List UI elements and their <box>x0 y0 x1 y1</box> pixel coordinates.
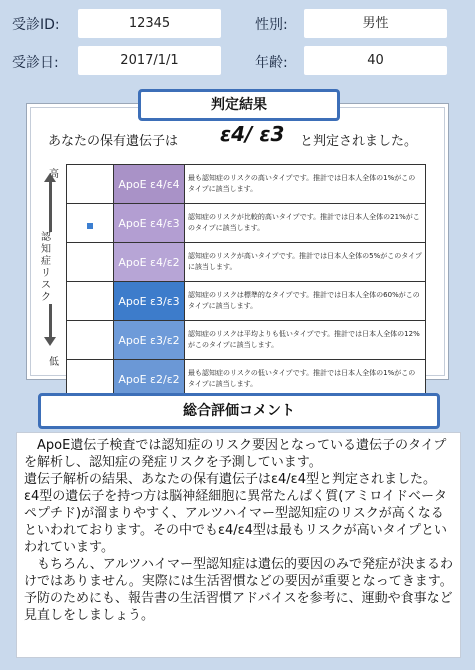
axis-label: 認知症リスク <box>41 232 51 303</box>
marker-cell <box>67 204 114 243</box>
genotype-cell: ApoE ε4/ε4 <box>114 165 185 204</box>
description-cell: 最も認知症のリスクの高いタイプです。推計では日本人全体の1%がこのタイプに該当します。 <box>185 165 426 204</box>
risk-row <box>67 282 426 321</box>
description-cell: 認知症のリスクは平均よりも低いタイプです。推計では日本人全体の12%がこのタイプに該当します。 <box>185 321 426 360</box>
marker-cell <box>67 243 114 282</box>
description-cell: 認知症のリスクは標準的なタイプです。推計では日本人全体の60%がこのタイプに該当します。 <box>185 282 426 321</box>
result-title: 判定結果 <box>138 89 340 121</box>
marker-cell <box>67 321 114 360</box>
genotype-cell: ApoE ε4/ε2 <box>114 243 185 282</box>
result-genotype: ε4/ ε3 <box>220 122 285 146</box>
risk-row <box>67 204 426 243</box>
result-tail: と判定されました。 <box>300 134 418 149</box>
sex-value: 男性 <box>304 9 447 38</box>
age-value: 40 <box>304 46 447 75</box>
genotype-cell: ApoE ε3/ε3 <box>114 282 185 321</box>
result-intro: あなたの保有遺伝子は <box>48 134 179 149</box>
risk-row <box>67 321 426 360</box>
id-value: 12345 <box>78 9 221 38</box>
genotype-cell: ApoE ε3/ε2 <box>114 321 185 360</box>
description-cell: 認知症のリスクが比較的高いタイプです。推計では日本人全体の21%がこのタイプに該当します。 <box>185 204 426 243</box>
description-cell: 認知症のリスクが高いタイプです。推計では日本人全体の5%がこのタイプに該当します。 <box>185 243 426 282</box>
axis-high-label: 高 <box>49 169 59 180</box>
arrow-down-icon <box>44 337 56 346</box>
comment-body: ApoE遺伝子検査では認知症のリスク要因となっている遺伝子のタイプを解析し、認知症の発症リスクを予測しています。 遺伝子解析の結果、あなたの保有遺伝子はε4/ε4型と判定されました。 ε4型の遺伝子を持つ方は脳神経細胞に異常たんぱく質(アミロイドベータペプチド)が溜まりやすく、アルツハイマー型認知症のリスクが高くなるといわれております。その中でもε4/ε4型は最もリスクが高いタイプといわれています。 もちろん、アルツハイマー型認知症は遺伝的要因のみで発症が決まるわけではありません。実際には生活習慣などの要因が重要となってきます。 予防のためにも、報告書の生活習慣アドバイスを参考に、運動や食事など見直しをしましょう。 <box>24 438 454 623</box>
marker-cell <box>67 165 114 204</box>
date-value: 2017/1/1 <box>78 46 221 75</box>
risk-row <box>67 243 426 282</box>
genotype-cell: ApoE ε4/ε3 <box>114 204 185 243</box>
comment-title: 総合評価コメント <box>38 393 440 429</box>
risk-row <box>67 165 426 204</box>
marker-cell <box>67 282 114 321</box>
date-label: 受診日: <box>12 55 59 71</box>
genotype-cell: ApoE ε2/ε2 <box>114 360 185 399</box>
id-label: 受診ID: <box>12 17 60 33</box>
axis-low-label: 低 <box>49 357 59 368</box>
description-cell: 最も認知症のリスクの低いタイプです。推計では日本人全体の1%がこのタイプに該当します。 <box>185 360 426 399</box>
risk-table <box>66 164 426 399</box>
sex-label: 性別: <box>255 17 288 33</box>
age-label: 年齢: <box>255 55 288 71</box>
selected-marker-icon <box>87 223 93 229</box>
